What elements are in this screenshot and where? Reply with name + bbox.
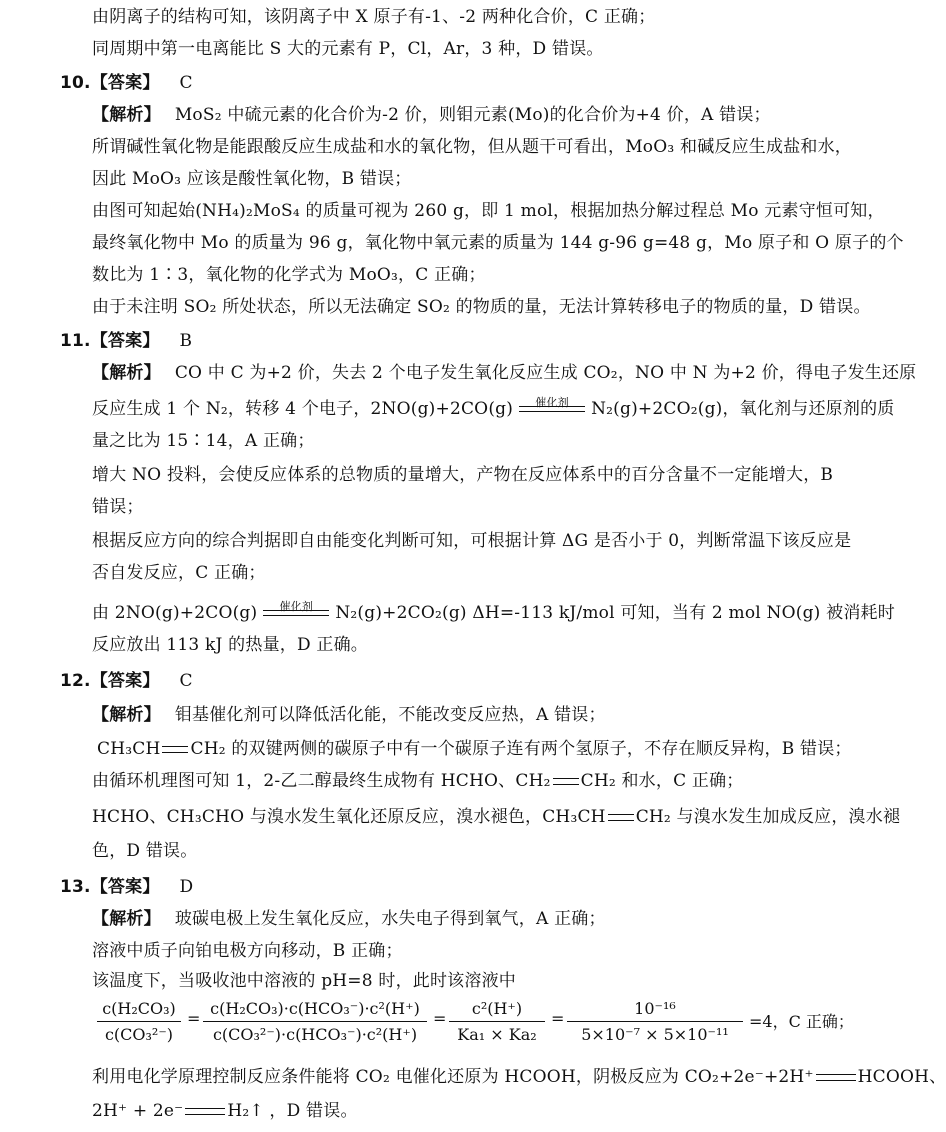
q12-analysis-line-1 [92,700,606,730]
q12-text-3 [92,766,744,796]
q12-text-2a: CH₃CH [97,739,161,759]
q13-text-1: 玻碳电极上发生氧化反应，水失电子得到氧气，A 正确； [174,909,606,929]
double-bond [553,778,579,785]
equals-sign: = [433,1009,447,1028]
analysis-label: 【解析】 [92,909,161,929]
q11-text-8a: 由 2NO(g)+2CO(g) [92,603,258,623]
analysis-label: 【解析】 [92,705,161,725]
formula-result: =4，C 正确； [749,1012,854,1031]
fraction-1 [97,997,181,1048]
q12-answer-row [60,666,193,696]
q11-answer-row [60,326,192,356]
fraction-4-denominator: 5×10⁻⁷ × 5×10⁻¹¹ [581,1025,729,1044]
q10-analysis-line-1 [92,100,771,130]
q10-text-2: 所谓碱性氧化物是能跟酸反应生成盐和水的氧化物，但从题干可看出，MoO₃ 和碱反应生成盐和水， [92,137,852,157]
q10-text-5: 最终氧化物中 Mo 的质量为 96 g，氧化物中氧元素的质量为 144 g-96 g=48 g，Mo 原子和 O 原子的个 [92,233,904,253]
q10-text-1: MoS₂ 中硫元素的化合价为-2 价，则钼元素(Mo)的化合价为+4 价，A 错误； [174,105,771,125]
q12-text-4a: HCHO、CH₃CHO 与溴水发生氧化还原反应，溴水褪色，CH₃CH [92,807,606,827]
q13-text-3: 该温度下，当吸收池中溶液的 pH=8 时，此时该溶液中 [92,971,516,991]
q13-text-6a: 2H⁺ + 2e⁻ [92,1101,184,1121]
equilibrium-formula [97,997,877,1051]
catalyst-label: 催化剂 [279,600,314,613]
analysis-label: 【解析】 [92,105,161,125]
q11-text-2 [92,394,894,424]
q11-text-6: 根据反应方向的综合判据即自由能变化判断可知，可根据计算 ΔG 是否小于 0，判断常温下该反应是 [92,531,852,551]
q13-text-2: 溶液中质子向铂电极方向移动，B 正确； [92,941,403,961]
double-bond [608,814,634,821]
intro-line-2: 同周期中第一电离能比 S 大的元素有 P，Cl，Ar，3 种，D 错误。 [92,39,604,59]
q12-text-1: 钼基催化剂可以降低活化能，不能改变反应热，A 错误； [174,705,606,725]
answer-label: 【答案】 [90,331,160,351]
q12-text-2 [97,734,852,764]
q12-number: 12. [60,671,91,691]
catalyst-arrow [519,396,585,414]
fraction-3-denominator: Ka₁ × Ka₂ [457,1025,537,1044]
fraction-2-denominator: c(CO₃²⁻)·c(HCO₃⁻)·c²(H⁺) [212,1025,418,1044]
equals-sign: = [187,1009,201,1028]
q13-answer-row [60,872,193,902]
q12-text-4 [92,802,900,832]
q10-text-6: 数比为 1∶3，氧化物的化学式为 MoO₃，C 正确； [92,265,486,285]
q13-analysis-line-1 [92,904,606,934]
q13-text-5 [92,1062,946,1092]
q11-text-2a: 反应生成 1 个 N₂，转移 4 个电子，2NO(g)+2CO(g) [92,399,514,419]
q11-text-4: 增大 NO 投料，会使反应体系的总物质的量增大，产物在反应体系中的百分含量不一定能增大，B [92,465,834,485]
q12-text-2b: CH₂ 的双键两侧的碳原子中有一个碳原子连有两个氢原子，不存在顺反异构，B 错误； [190,739,852,759]
analysis-label: 【解析】 [92,363,161,383]
q11-text-1: CO 中 C 为+2 价，失去 2 个电子发生氧化反应生成 CO₂，NO 中 N 为+2 价，得电子发生还原 [174,363,917,383]
equals-double-line [816,1074,856,1081]
q13-text-5a: 利用电化学原理控制反应条件能将 CO₂ 电催化还原为 HCOOH，阴极反应为 CO₂+2e⁻+2H⁺ [92,1067,814,1087]
q13-text-5b: HCOOH、 [857,1067,946,1087]
q12-text-3a: 由循环机理图可知 1，2-乙二醇最终生成物有 HCHO、CH₂ [92,771,551,791]
q11-text-8 [92,598,895,628]
q10-answer: C [179,73,193,93]
fraction-4 [567,997,743,1048]
double-bond [162,746,188,753]
q10-text-7: 由于未注明 SO₂ 所处状态，所以无法确定 SO₂ 的物质的量，无法计算转移电子的物质的量，D 错误。 [92,297,871,317]
q11-text-8b: N₂(g)+2CO₂(g) ΔH=-113 kJ/mol 可知，当有 2 mol NO(g) 被消耗时 [335,603,895,623]
fraction-3 [449,997,545,1048]
fraction-4-numerator: 10⁻¹⁶ [567,997,743,1022]
answer-label: 【答案】 [90,73,160,93]
q11-answer: B [179,331,193,351]
q11-analysis-line-1 [92,358,916,388]
q10-answer-row [60,68,193,98]
q12-text-5: 色，D 错误。 [92,841,198,861]
fraction-2-numerator: c(H₂CO₃)·c(HCO₃⁻)·c²(H⁺) [203,997,427,1022]
q11-text-3: 量之比为 15∶14，A 正确； [92,431,315,451]
q12-answer: C [179,671,193,691]
q12-text-3b: CH₂ 和水，C 正确； [580,771,744,791]
q10-text-3: 因此 MoO₃ 应该是酸性氧化物，B 错误； [92,169,412,189]
q11-text-7: 否自发反应，C 正确； [92,563,266,583]
q12-text-4b: CH₂ 与溴水发生加成反应，溴水褪 [635,807,901,827]
equals-sign: = [551,1009,565,1028]
equals-double-line [185,1108,225,1115]
fraction-3-numerator: c²(H⁺) [449,997,545,1022]
answer-label: 【答案】 [90,877,160,897]
q13-text-6 [92,1096,358,1126]
q11-text-9: 反应放出 113 kJ 的热量，D 正确。 [92,635,369,655]
q11-text-5: 错误； [92,497,144,517]
q10-text-4: 由图可知起始(NH₄)₂MoS₄ 的质量可视为 260 g，即 1 mol，根据加热分解过程总 Mo 元素守恒可知， [92,201,885,221]
q10-number: 10. [60,73,91,93]
q11-text-2b: N₂(g)+2CO₂(g)，氧化剂与还原剂的质 [591,399,895,419]
intro-line-1: 由阴离子的结构可知，该阴离子中 X 原子有-1、-2 两种化合价，C 正确； [92,7,656,27]
q13-number: 13. [60,877,91,897]
q11-number: 11. [60,331,91,351]
catalyst-label: 催化剂 [535,396,569,409]
answer-label: 【答案】 [90,671,160,691]
q13-text-6b: H₂↑ ，D 错误。 [227,1101,358,1121]
fraction-2 [203,997,427,1048]
q13-answer: D [179,877,194,897]
catalyst-arrow [263,600,329,618]
fraction-1-denominator: c(CO₃²⁻) [104,1025,174,1044]
fraction-1-numerator: c(H₂CO₃) [97,997,181,1022]
